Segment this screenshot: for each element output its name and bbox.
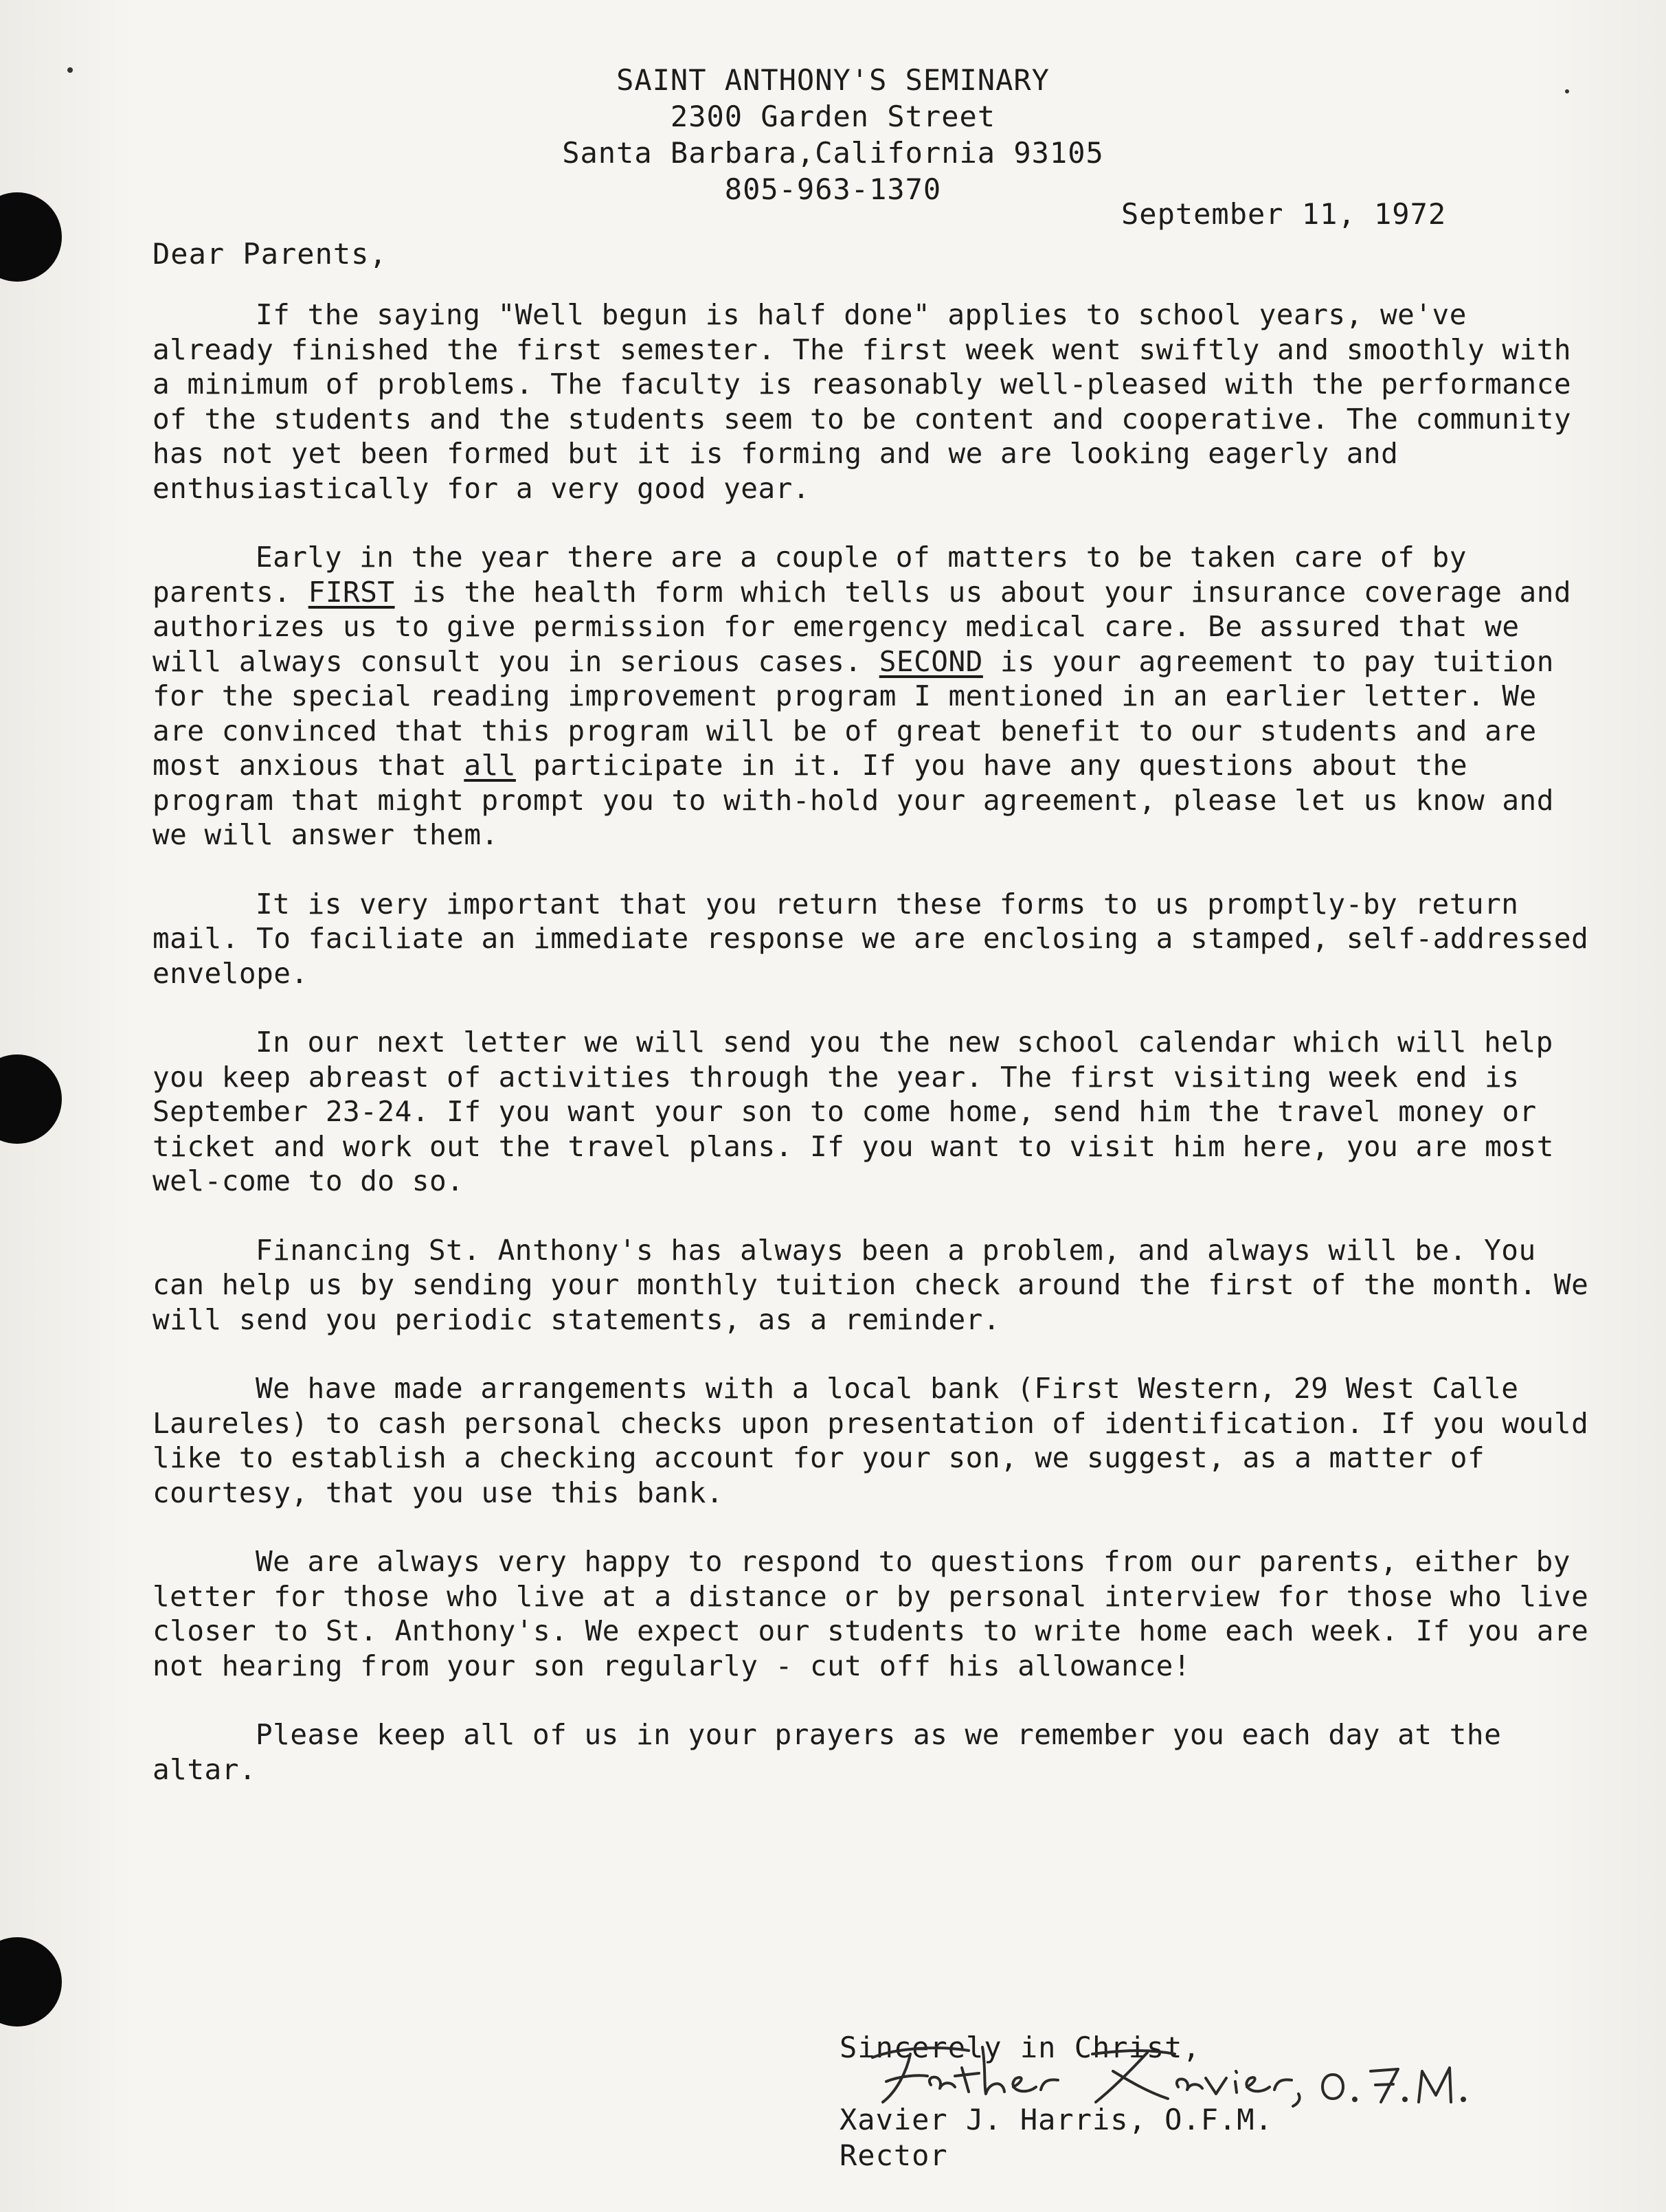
- underlined-second: SECOND: [879, 644, 983, 678]
- salutation: Dear Parents,: [153, 237, 387, 271]
- handwritten-signature: [859, 2033, 1518, 2109]
- letter-body: [153, 297, 1595, 1821]
- paragraph: [153, 540, 1595, 853]
- letter-date: September 11, 1972: [1121, 197, 1447, 231]
- paragraph: If the saying "Well begun is half done" applies to school years, we've already finished the first semester. The first week went swiftly and smoothly with a minimum of problems. The faculty is reasonably well-pleased with the performance of the students and the students seem to be content and cooperative. The community has not yet been formed but it is forming and we are looking eagerly and enthusiastically for a very good year.: [153, 298, 1572, 505]
- signer-title: Rector: [840, 2138, 948, 2172]
- paragraph: Please keep all of us in your prayers as we remember you each day at the altar.: [153, 1718, 1502, 1786]
- punch-hole: [0, 1054, 62, 1144]
- underlined-all: all: [464, 749, 516, 782]
- paragraph-text: is the health form which tells us about your insurance coverage and authorizes us to give permission for emergency medical care. Be assured that we will always consult you in serious cases.: [153, 575, 1572, 678]
- underlined-first: FIRST: [308, 575, 395, 609]
- street-address: 2300 Garden Street: [670, 100, 996, 133]
- closing: Sincerely in Christ,: [840, 2031, 1201, 2064]
- paragraph: We are always very happy to respond to questions from our parents, either by letter for those who live at a distance or by personal interview for those who live closer to St. Anthony's. We expect our students to write home each week. If you are not hearing from your son regularly - cut off his allowance!: [153, 1545, 1589, 1682]
- paragraph: Financing St. Anthony's has always been a problem, and always will be. You can help us by sending your monthly tuition check around the first of the month. We will send you periodic statements, as a reminder.: [153, 1233, 1589, 1336]
- phone-number: 805-963-1370: [724, 172, 942, 206]
- city-address: Santa Barbara,California 93105: [562, 136, 1104, 170]
- paragraph: It is very important that you return these forms to us promptly-by return mail. To faciliate an immediate response we are enclosing a stamped, self-addressed envelope.: [153, 887, 1589, 990]
- punch-hole: [0, 1937, 62, 2027]
- paragraph-text: participate in it. If you have any questions about the program that might prompt you to with-hold your agreement, please let us know and we will answer them.: [153, 749, 1554, 851]
- paragraph-text: is your agreement to pay tuition for the special reading improvement program I mentioned in an earlier letter. We are convinced that this program will be of great benefit to our students and are most anxious that: [153, 644, 1554, 782]
- institution-name: SAINT ANTHONY'S SEMINARY: [616, 63, 1050, 97]
- letterhead: [0, 62, 1666, 207]
- signer-name: Xavier J. Harris, O.F.M.: [840, 2103, 1273, 2136]
- paragraph: We have made arrangements with a local bank (First Western, 29 West Calle Laureles) to cash personal checks upon presentation of identification. If you would like to establish a checking account for your son, we suggest, as a matter of courtesy, that you use this bank.: [153, 1372, 1589, 1509]
- paragraph: In our next letter we will send you the new school calendar which will help you keep abreast of activities through the year. The first visiting week end is September 23-24. If you want your son to come home, send him the travel money or ticket and work out the travel plans. If you want to visit him here, you are most wel-come to do so.: [153, 1026, 1554, 1197]
- paragraph-text: Early in the year there are a couple of matters to be taken care of by parents.: [153, 541, 1467, 609]
